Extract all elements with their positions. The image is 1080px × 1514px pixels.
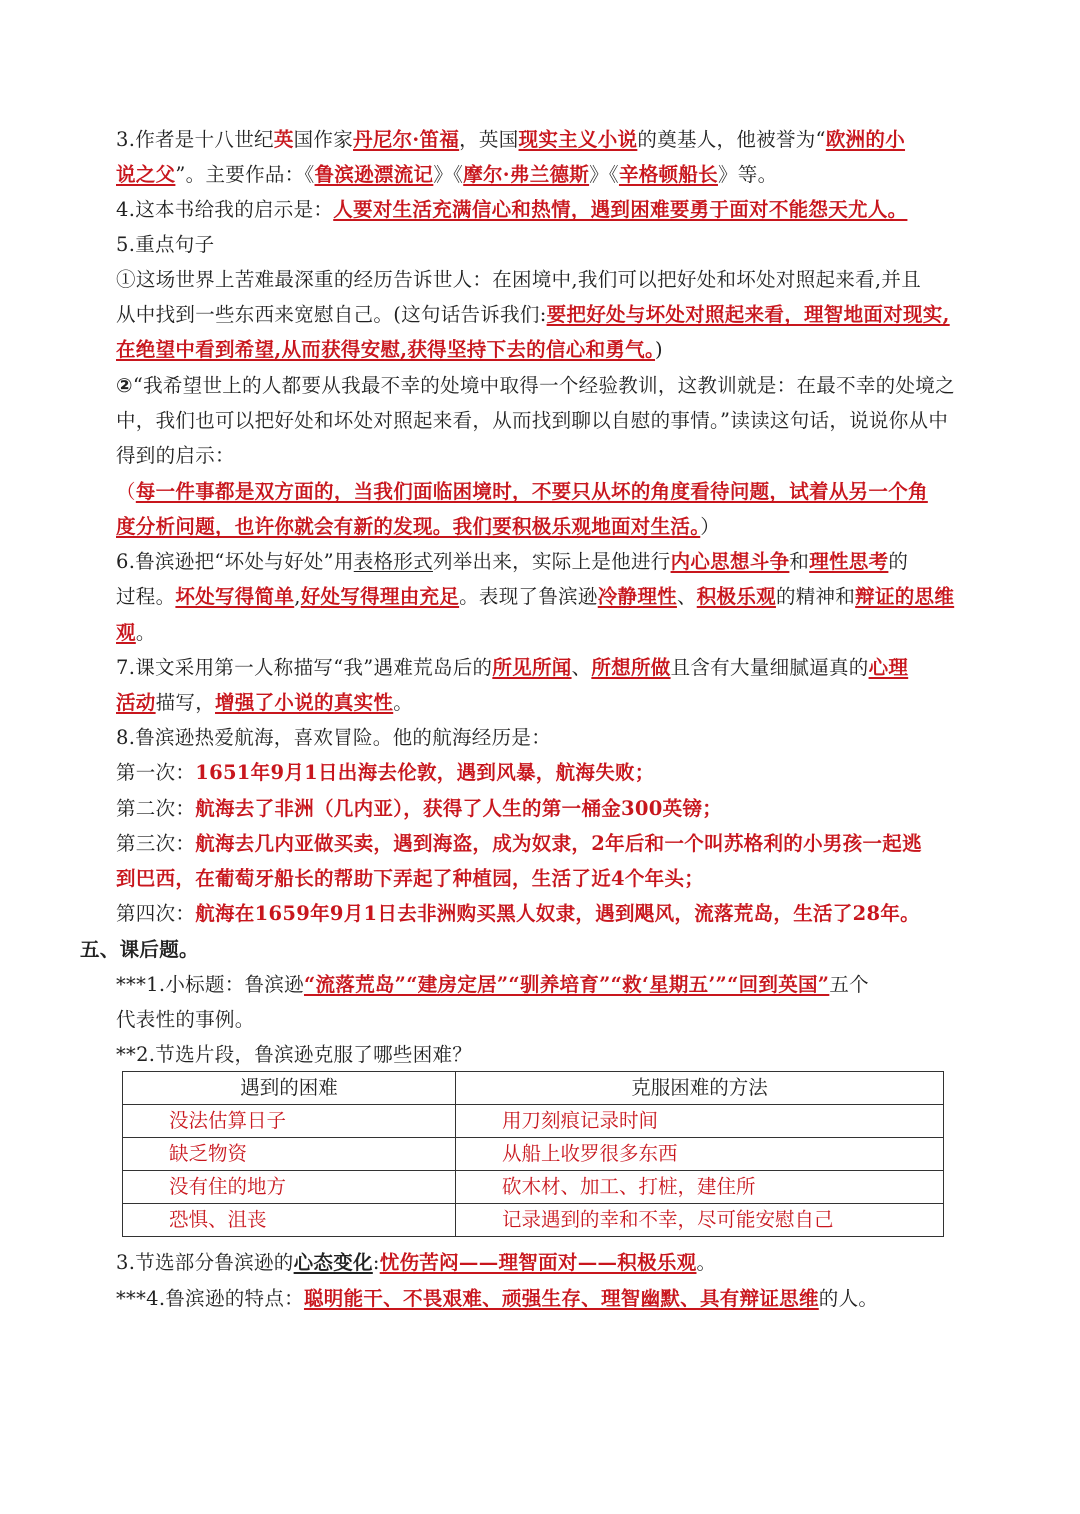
text: 8.鲁滨逊热爱航海，喜欢冒险。他的航海经历是： <box>116 726 552 749</box>
circled-number: ① <box>116 268 136 291</box>
table-row <box>123 1204 944 1237</box>
text: 3.作者是十八世纪 <box>116 128 274 151</box>
keyword: 心理 <box>868 656 909 679</box>
table-cell: 从船上收罗很多东西 <box>456 1138 944 1171</box>
sentence-1-line-3 <box>116 333 986 367</box>
text: 从中找到一些东西来宽慰自己。 <box>116 303 394 326</box>
question-2-title <box>116 1038 986 1072</box>
book-title: 鲁滨逊漂流记 <box>314 163 434 186</box>
voyage-1 <box>116 756 986 790</box>
table-cell: 用刀刻痕记录时间 <box>456 1105 944 1138</box>
keyword: 内心思想斗争 <box>670 550 790 573</box>
text: 、 <box>676 585 697 608</box>
answer: 每一件事都是双方面的，当我们面临困境时，不要只从坏的角度看待问题，试着从另一个角 <box>135 480 928 503</box>
text: 的奠基人，他被誉为“ <box>637 128 826 151</box>
table-cell: 缺乏物资 <box>123 1138 456 1171</box>
difficulty-table <box>122 1071 944 1237</box>
sentence-2-line-3 <box>116 439 986 473</box>
table-cell: 没法估算日子 <box>123 1105 456 1138</box>
highlight: 英 <box>273 128 294 151</box>
answer: 聪明能干、不畏艰难、顽强生存、理智幽默、具有辩证思维 <box>303 1287 819 1310</box>
highlight: 现实主义小说 <box>518 128 638 151</box>
table-cell: 恐惧、沮丧 <box>123 1204 456 1237</box>
text: 。表现了鲁滨逊 <box>459 585 598 608</box>
answer: 要把好处与坏处对照起来看，理智地面对现实, <box>546 303 950 326</box>
item-6-line-2 <box>116 580 986 614</box>
label: 第三次： <box>116 832 196 855</box>
text: 五、课后题。 <box>80 938 199 961</box>
text: 。 <box>135 621 156 644</box>
text: 3.节选部分鲁滨逊的 <box>116 1251 294 1274</box>
answer: 度分析问题，也许你就会有新的发现。我们要积极乐观地面对生活。 <box>116 515 701 538</box>
text: 、 <box>571 656 592 679</box>
text: 7.课文采用第一人称描写“我”遇难荒岛后的 <box>116 656 493 679</box>
table-row <box>123 1171 944 1204</box>
item-4 <box>116 193 986 227</box>
text: ***1.小标题：鲁滨逊 <box>116 973 304 996</box>
text: 的人。 <box>818 1287 879 1310</box>
text: ***4.鲁滨逊的特点： <box>116 1287 304 1310</box>
voyage-3-line-2 <box>116 862 986 896</box>
sentence-1-line-2 <box>116 298 986 332</box>
item-6-line-1 <box>116 545 986 579</box>
text: 》等。 <box>717 163 778 186</box>
sentence-2-answer-2 <box>116 510 986 544</box>
keyword: 所想所做 <box>591 656 671 679</box>
table-row <box>123 1105 944 1138</box>
label: 第二次： <box>116 797 196 820</box>
keyword: 积极乐观 <box>696 585 776 608</box>
text: 的 <box>888 550 909 573</box>
text: （ <box>116 480 136 503</box>
text: 和 <box>789 550 810 573</box>
text: 》《 <box>433 163 464 186</box>
highlight: 欧洲的小 <box>825 128 906 151</box>
text: 的精神和 <box>775 585 856 608</box>
item-3-line-2 <box>116 158 986 192</box>
answer: 在绝望中看到希望,从而获得安慰,获得坚持下去的信心和勇气。 <box>116 338 656 361</box>
voyage-text: 1651年9月1日出海去伦敦，遇到风暴，航海失败； <box>195 761 655 784</box>
text: “我希望世上的人都要从我最不幸的处境中取得一个经验教训，这教训就是：在最不幸的处境之 <box>132 374 955 397</box>
table-cell: 砍木材、加工、打桩，建住所 <box>456 1171 944 1204</box>
text: **2.节选片段，鲁滨逊克服了哪些困难？ <box>116 1043 473 1066</box>
keyword: 所见所闻 <box>492 656 572 679</box>
text: ”。主要作品：《 <box>175 163 315 186</box>
text: 6.鲁滨逊把“坏处与好处”用 <box>116 550 354 573</box>
text: ，英国 <box>459 128 519 151</box>
answer: “流落荒岛”“建房定居”“驯养培育”“救‘星期五’”“回到英国” <box>303 973 830 996</box>
text: 五个 <box>829 973 869 996</box>
sentence-1-line-1 <box>116 263 986 297</box>
voyage-text: 到巴西，在葡萄牙船长的帮助下弄起了种植园，生活了近4个年头； <box>116 867 705 890</box>
text: 4.这本书给我的启示是： <box>116 198 334 221</box>
text: 5.重点句子 <box>116 233 215 256</box>
text: 中，我们也可以把好处和坏处对照起来看，从而找到聊以自慰的事情。”读读这句话，说说你从中 <box>116 409 949 432</box>
text: 。 <box>696 1251 717 1274</box>
keyword: 坏处写得简单 <box>175 585 295 608</box>
text: ) <box>655 338 663 361</box>
section-heading <box>80 933 950 967</box>
keyword: 好处写得理由充足 <box>300 585 460 608</box>
text: 国作家 <box>293 128 354 151</box>
text: 这场世界上苦难最深重的经历告诉世人：在困境中,我们可以把好处和坏处对照起来看,并且 <box>135 268 922 291</box>
answer: 人要对生活充满信心和热情，遇到困难要勇于面对不能怨天尤人。 <box>333 198 908 221</box>
table-cell: 没有住的地方 <box>123 1171 456 1204</box>
text: 列举出来，实际上是他进行 <box>432 550 671 573</box>
sentence-2-line-1 <box>116 369 986 403</box>
answer: 忧伤苦闷——理智面对——积极乐观 <box>379 1251 697 1274</box>
circled-number: ② <box>116 374 133 397</box>
question-1-line-2 <box>116 1003 986 1037</box>
table-header: 遇到的困难 <box>123 1072 456 1105</box>
keyword: 心态变化 <box>293 1251 373 1274</box>
sentence-2-line-2 <box>116 404 986 438</box>
table-header: 克服困难的方法 <box>456 1072 944 1105</box>
book-title: 摩尔·弗兰德斯 <box>463 163 590 186</box>
highlight: 说之父 <box>116 163 176 186</box>
table-header-row <box>123 1072 944 1105</box>
keyword: 理性思考 <box>809 550 889 573</box>
keyword: 活动 <box>116 691 156 714</box>
sentence-2-answer-1 <box>116 475 986 509</box>
question-3 <box>116 1246 986 1280</box>
text: 且含有大量细腻逼真的 <box>670 656 869 679</box>
question-4 <box>116 1282 986 1316</box>
voyage-text: 航海去了非洲（几内亚），获得了人生的第一桶金300英镑； <box>195 797 723 820</box>
item-8-title <box>116 721 986 755</box>
voyage-text: 航海去几内亚做买卖，遇到海盗，成为奴隶，2年后和一个叫苏格利的小男孩一起逃 <box>195 832 922 855</box>
table-row <box>123 1138 944 1171</box>
item-7-line-2 <box>116 686 986 720</box>
voyage-4 <box>116 897 986 931</box>
book-title: 辛格顿船长 <box>618 163 718 186</box>
question-1-line-1 <box>116 968 986 1002</box>
keyword: 观 <box>116 621 136 644</box>
keyword: 辩证的思维 <box>855 585 955 608</box>
voyage-text: 航海在1659年9月1日去非洲购买黑人奴隶，遇到飓风，流落荒岛，生活了28年。 <box>195 902 920 925</box>
author-name: 丹尼尔·笛福 <box>353 128 460 151</box>
text: 代表性的事例。 <box>116 1008 255 1031</box>
voyage-2 <box>116 792 986 826</box>
label: 第四次： <box>116 902 196 925</box>
text: ） <box>700 515 721 538</box>
text: 》《 <box>589 163 619 186</box>
item-5-title <box>116 228 986 262</box>
text: 得到的启示： <box>116 444 235 467</box>
item-7-line-1 <box>116 651 986 685</box>
text: , <box>294 585 301 608</box>
text: : <box>372 1251 380 1274</box>
text: (这句话告诉我们: <box>393 303 547 326</box>
keyword: 冷静理性 <box>597 585 677 608</box>
label: 第一次： <box>116 761 196 784</box>
keyword: 增强了小说的真实性 <box>215 691 394 714</box>
keyword: 表格形式 <box>353 550 433 573</box>
item-3-line-1 <box>116 123 986 157</box>
text: 描写， <box>155 691 216 714</box>
voyage-3-line-1 <box>116 827 986 861</box>
table-cell: 记录遇到的幸和不幸，尽可能安慰自己 <box>456 1204 944 1237</box>
text: 。 <box>393 691 414 714</box>
text: 过程。 <box>116 585 176 608</box>
item-6-line-3 <box>116 616 986 650</box>
